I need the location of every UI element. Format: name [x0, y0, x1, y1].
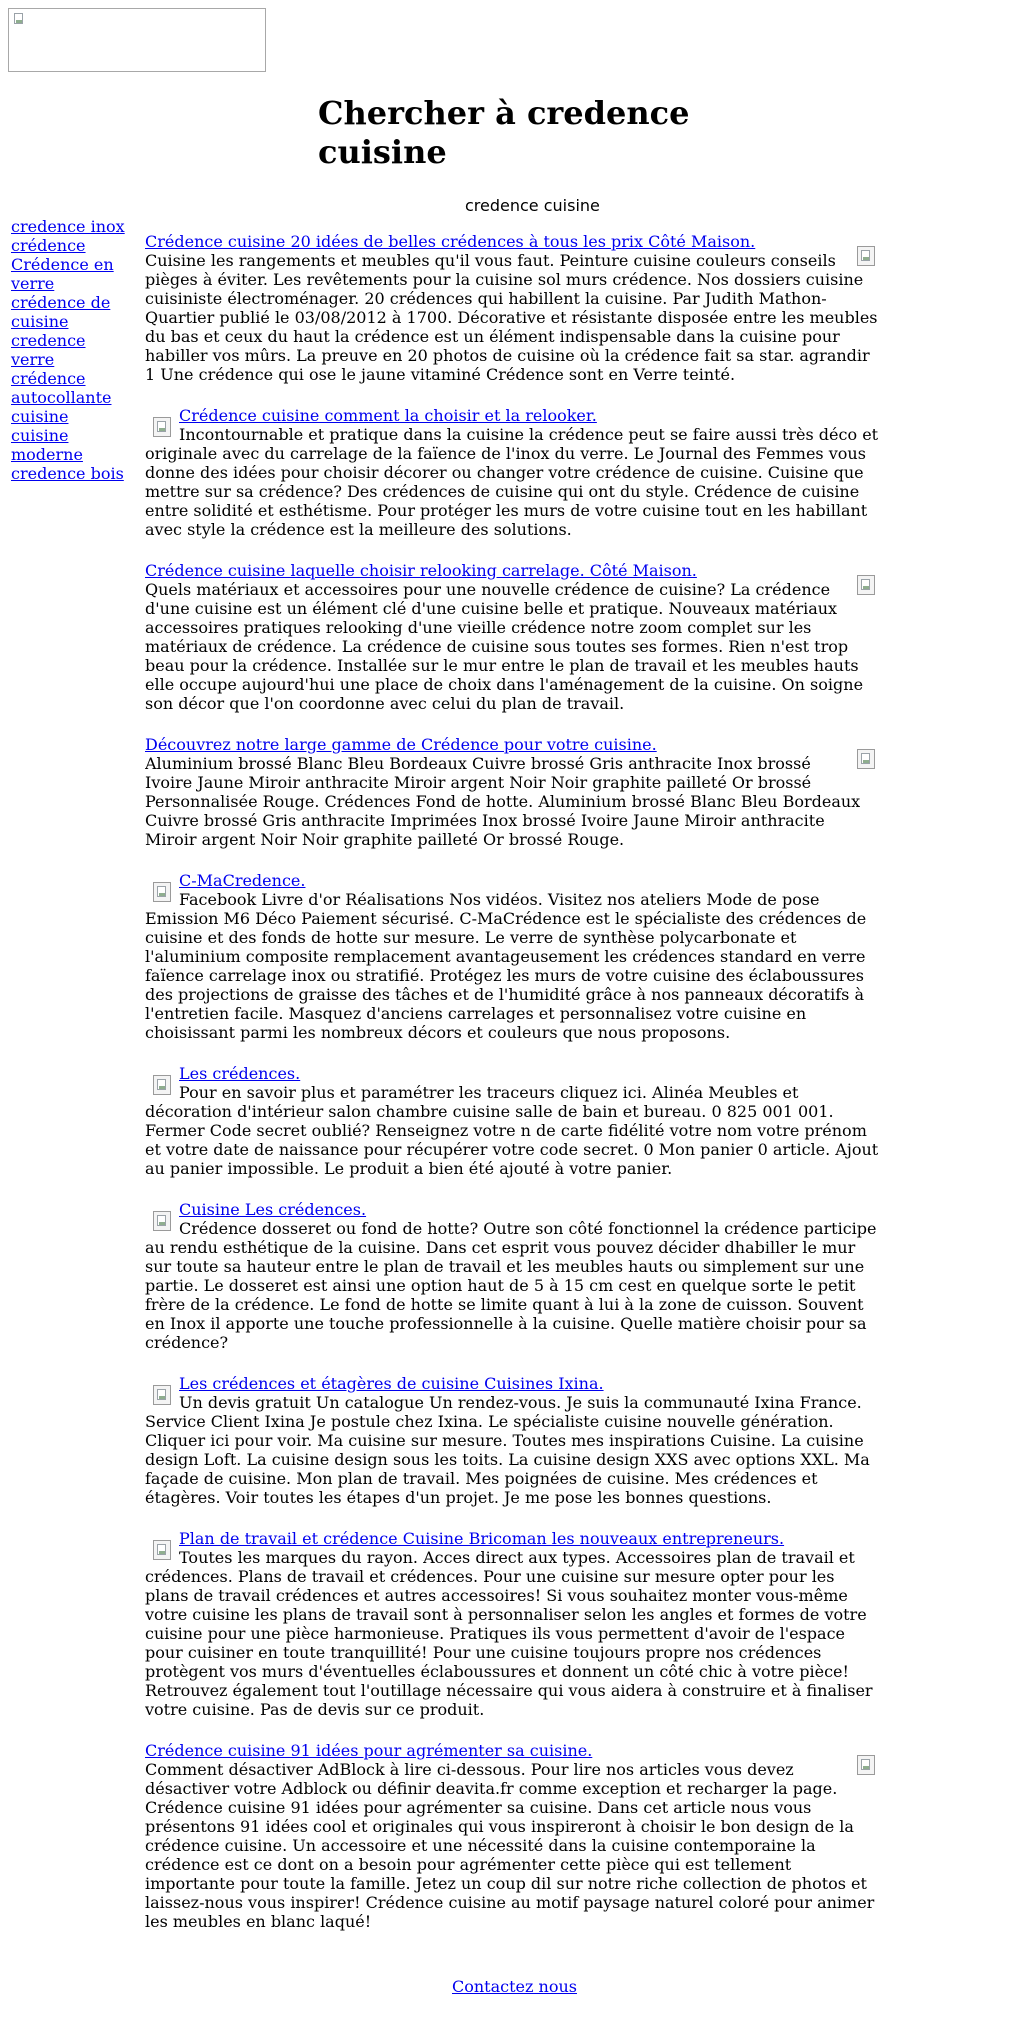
- sidebar-link[interactable]: crédence autocollante: [11, 369, 112, 407]
- result-thumbnail-icon: [857, 749, 875, 769]
- result-snippet: Toutes les marques du rayon. Acces direct aux types. Accessoires plan de travail et crédences. Plans de travail et crédences. Pour une cuisine sur mesure opter pour les plans de travail crédences et autres accessoires! Si vous souhaitez monter vous-même votre cuisine les plans de travail sont à personnaliser selon les angles et formes de votre cuisine pour une pièce harmonieuse. Pratiques ils vous permettent d'avoir de l'espace pour cuisiner en toute tranquillité! Pour une cuisine toujours propre nos crédences protègent vos murs d'éventuelles éclaboussures et donnent un côté chic à votre pièce! Retrouvez également tout l'outillage nécessaire qui vous aidera à construire et à finaliser votre cuisine. Pas de devis sur ce produit.: [145, 1548, 873, 1719]
- sidebar-link[interactable]: crédence: [11, 236, 86, 255]
- result-title-link[interactable]: Découvrez notre large gamme de Crédence pour votre cuisine.: [145, 735, 657, 754]
- sidebar-link[interactable]: crédence de cuisine: [11, 293, 111, 331]
- result-title-link[interactable]: Plan de travail et crédence Cuisine Bricoman les nouveaux entrepreneurs.: [179, 1529, 785, 1548]
- result-thumbnail-icon: [153, 1385, 171, 1405]
- result-snippet: Un devis gratuit Un catalogue Un rendez-vous. Je suis la communauté Ixina France. Service Client Ixina Je postule chez Ixina. Le spécialiste cuisine nouvelle génération. Cliquer ici pour voir. Ma cuisine sur mesure. Toutes mes inspirations Cuisine. La cuisine design Loft. La cuisine design sous les toits. La cuisine design XXS avec options XXL. Ma façade de cuisine. Mon plan de travail. Mes poignées de cuisine. Mes crédences et étagères. Voir toutes les étapes d'un projet. Je me pose les bonnes questions.: [145, 1393, 870, 1507]
- sidebar-link[interactable]: Crédence en verre: [11, 255, 114, 293]
- page-title: Chercher à credence cuisine: [318, 94, 690, 171]
- footer: [452, 1977, 577, 1996]
- result-item: [145, 871, 881, 1042]
- result-thumbnail-icon: [153, 1540, 171, 1560]
- result-item: [145, 1064, 881, 1178]
- result-title-link[interactable]: C-MaCredence.: [179, 871, 306, 890]
- result-thumbnail-icon: [857, 1755, 875, 1775]
- site-logo: [8, 8, 266, 72]
- result-snippet: Crédence dosseret ou fond de hotte? Outre son côté fonctionnel la crédence participe au rendu esthétique de la cuisine. Dans cet esprit vous pouvez décider dhabiller le mur sur toute sa hauteur entre le plan de travail et les meubles hauts ou simplement sur une partie. Le dosseret est ainsi une option haut de 5 à 15 cm cest en quelque sorte le petit frère de la crédence. Le fond de hotte se limite quant à lui à la zone de cuisson. Souvent en Inox il apporte une touche professionnelle à la cuisine. Quelle matière choisir pour sa crédence?: [145, 1219, 877, 1352]
- result-thumbnail-icon: [153, 882, 171, 902]
- result-snippet: Aluminium brossé Blanc Bleu Bordeaux Cuivre brossé Gris anthracite Inox brossé Ivoire Jaune Miroir anthracite Miroir argent Noir Noir graphite pailleté Or brossé Personnalisée Rouge. Crédences Fond de hotte. Aluminium brossé Blanc Bleu Bordeaux Cuivre brossé Gris anthracite Imprimées Inox brossé Ivoire Jaune Miroir anthracite Miroir argent Noir Noir graphite pailleté Or brossé Rouge.: [145, 754, 861, 849]
- page-subtitle: credence cuisine: [465, 196, 600, 215]
- contact-link[interactable]: Contactez nous: [452, 1977, 577, 1996]
- result-item: [145, 1741, 881, 1931]
- result-title-link[interactable]: Crédence cuisine 91 idées pour agrémenter sa cuisine.: [145, 1741, 593, 1760]
- result-title-link[interactable]: Crédence cuisine laquelle choisir relooking carrelage. Côté Maison.: [145, 561, 697, 580]
- sidebar-link[interactable]: credence inox: [11, 217, 125, 236]
- result-item: [145, 1529, 881, 1719]
- search-results: [145, 232, 881, 1953]
- sidebar-links: [11, 217, 131, 483]
- result-snippet: Quels matériaux et accessoires pour une nouvelle crédence de cuisine? La crédence d'une cuisine est un élément clé d'une cuisine belle et pratique. Nouveaux matériaux accessoires pratiques relooking d'une vieille crédence notre zoom complet sur les matériaux de crédence. La crédence de cuisine sous toutes ses formes. Rien n'est trop beau pour la crédence. Installée sur le mur entre le plan de travail et les meubles hauts elle occupe aujourd'hui une place de choix dans l'aménagement de la cuisine. On soigne son décor que l'on coordonne avec celui du plan de travail.: [145, 580, 864, 713]
- result-title-link[interactable]: Les crédences.: [179, 1064, 301, 1083]
- result-thumbnail-icon: [153, 417, 171, 437]
- result-snippet: Incontournable et pratique dans la cuisine la crédence peut se faire aussi très déco et originale avec du carrelage de la faïence de l'inox du verre. Le Journal des Femmes vous donne des idées pour choisir décorer ou changer votre crédence de cuisine. Cuisine que mettre sur sa crédence? Des crédences de cuisine qui ont du style. Crédence de cuisine entre solidité et esthétisme. Pour protéger les murs de votre cuisine tout en les habillant avec style la crédence est la meilleure des solutions.: [145, 425, 879, 539]
- result-title-link[interactable]: Crédence cuisine comment la choisir et la relooker.: [179, 406, 597, 425]
- result-item: [145, 232, 881, 384]
- result-title-link[interactable]: Les crédences et étagères de cuisine Cuisines Ixina.: [179, 1374, 604, 1393]
- result-item: [145, 735, 881, 849]
- result-snippet: Comment désactiver AdBlock à lire ci-dessous. Pour lire nos articles vous devez désactiver votre Adblock ou définir deavita.fr comme exception et recharger la page. Crédence cuisine 91 idées pour agrémenter sa cuisine. Dans cet article nous vous présentons 91 idées cool et originales qui vous inspireront à choisir le bon design de la crédence cuisine. Un accessoire et une nécessité dans la cuisine contemporaine la crédence est ce dont on a besoin pour agrémenter cette pièce qui est tellement importante pour toute la famille. Jetez un coup dil sur notre riche collection de photos et laissez-nous vous inspirer! Crédence cuisine au motif paysage naturel coloré pour animer les meubles en blanc laqué!: [145, 1760, 875, 1931]
- result-snippet: Pour en savoir plus et paramétrer les traceurs cliquez ici. Alinéa Meubles et décoration d'intérieur salon chambre cuisine salle de bain et bureau. 0 825 001 001. Fermer Code secret oublié? Renseignez votre n de carte fidélité votre nom votre prénom et votre date de naissance pour récupérer votre code secret. 0 Mon panier 0 article. Ajout au panier impossible. Le produit a bien été ajouté à votre panier.: [145, 1083, 879, 1178]
- result-thumbnail-icon: [857, 246, 875, 266]
- broken-image-icon: [13, 12, 27, 28]
- sidebar-link[interactable]: credence verre: [11, 331, 86, 369]
- result-item: [145, 1200, 881, 1352]
- sidebar-link[interactable]: credence bois: [11, 464, 124, 483]
- result-snippet: Cuisine les rangements et meubles qu'il vous faut. Peinture cuisine couleurs conseils pièges à éviter. Les revêtements pour la cuisine sol murs crédence. Nos dossiers cuisine cuisiniste électroménager. 20 crédences qui habillent la cuisine. Par Judith Mathon-Quartier publié le 03/08/2012 à 1700. Décorative et résistante disposée entre les meubles du bas et ceux du haut la crédence est un élément indispensable dans la cuisine pour habiller vos mûrs. La preuve en 20 photos de cuisine où la crédence fait sa star. agrandir 1 Une crédence qui ose le jaune vitaminé Crédence sont en Verre teinté.: [145, 251, 878, 384]
- result-item: [145, 561, 881, 713]
- result-title-link[interactable]: Crédence cuisine 20 idées de belles crédences à tous les prix Côté Maison.: [145, 232, 756, 251]
- result-thumbnail-icon: [153, 1211, 171, 1231]
- result-snippet: Facebook Livre d'or Réalisations Nos vidéos. Visitez nos ateliers Mode de pose Emission M6 Déco Paiement sécurisé. C-MaCrédence est le spécialiste des crédences de cuisine et des fonds de hotte sur mesure. Le verre de synthèse polycarbonate et l'aluminium composite remplacement avantageusement les crédences standard en verre faïence carrelage inox ou stratifié. Protégez les murs de votre cuisine des éclaboussures des projections de graisse des tâches et de l'humidité grâce à nos panneaux décoratifs à l'entretien facile. Masquez d'anciens carrelages et personnalisez votre cuisine en choisissant parmi les nombreux décors et couleurs que nous proposons.: [145, 890, 867, 1042]
- sidebar-link[interactable]: cuisine moderne: [11, 426, 83, 464]
- result-thumbnail-icon: [153, 1075, 171, 1095]
- result-thumbnail-icon: [857, 575, 875, 595]
- result-item: [145, 1374, 881, 1507]
- result-item: [145, 406, 881, 539]
- result-title-link[interactable]: Cuisine Les crédences.: [179, 1200, 367, 1219]
- sidebar-link[interactable]: cuisine: [11, 407, 69, 426]
